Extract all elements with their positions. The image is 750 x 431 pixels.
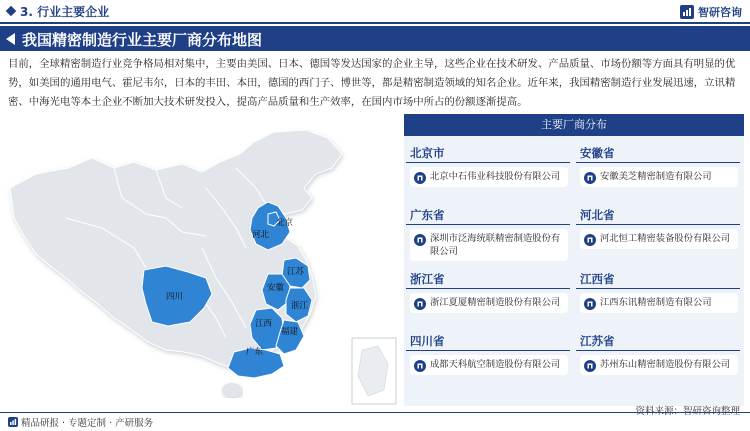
manufacturer-panel bbox=[404, 114, 744, 406]
label-jiangsu: 江苏 bbox=[287, 267, 305, 277]
intro-paragraph: 目前，全球精密制造行业竞争格局相对集中，主要由美国、日本、德国等发达国家的企业主导，这些企业在技术研发、产品质量、市场份额等方面具有明显的优势，如美国的通用电气、霍尼韦尔，日本的丰田、本田，德国的西门子、博世等，都是精密制造领域的知名企业。近年来，我国精密制造行业发展迅速，立讯精密、中海光电等本土企业不断加大技术研发投入，提高产品质量和生产效率，在国内市场中所占的份额逐渐提高。 bbox=[8, 58, 736, 108]
title-arrow-icon bbox=[6, 33, 15, 45]
region-name: 四川省 bbox=[410, 334, 445, 348]
region-card bbox=[576, 144, 740, 187]
tagline-text: 精品研报 · 专题定制 · 产研服务 bbox=[21, 418, 154, 429]
company-item[interactable] bbox=[580, 355, 738, 375]
company-icon bbox=[584, 172, 596, 184]
region-divider bbox=[576, 162, 740, 163]
company-item[interactable] bbox=[580, 293, 738, 313]
header-divider bbox=[0, 22, 750, 24]
company-icon bbox=[584, 298, 596, 310]
company-name: 深圳市泛海统联精密制造股份有限公司 bbox=[430, 233, 561, 257]
label-zhejiang: 浙江 bbox=[291, 301, 309, 311]
region-divider bbox=[576, 288, 740, 289]
label-anhui: 安徽 bbox=[267, 283, 285, 293]
region-divider bbox=[406, 162, 570, 163]
company-name: 苏州东山精密制造股份有限公司 bbox=[600, 359, 731, 370]
label-beijing: 北京 bbox=[276, 218, 294, 228]
label-guangdong: 广东 bbox=[246, 347, 264, 357]
region-card bbox=[576, 270, 740, 313]
company-icon bbox=[414, 234, 426, 246]
region-name: 浙江省 bbox=[410, 272, 445, 286]
company-icon bbox=[584, 234, 596, 246]
label-hebei: 河北 bbox=[252, 230, 270, 240]
tagline-icon bbox=[8, 417, 18, 427]
company-item[interactable] bbox=[410, 355, 568, 375]
label-sichuan: 四川 bbox=[166, 292, 184, 302]
china-map bbox=[6, 128, 400, 412]
panel-heading: 主要厂商分布 bbox=[404, 114, 744, 136]
footer-tagline bbox=[8, 415, 153, 429]
footer-divider bbox=[0, 412, 750, 413]
company-item[interactable] bbox=[580, 229, 738, 249]
region-divider bbox=[406, 288, 570, 289]
company-icon bbox=[584, 360, 596, 372]
company-name: 河北恒工精密装备股份有限公司 bbox=[600, 233, 731, 244]
region-divider bbox=[576, 224, 740, 225]
company-name: 江西东讯精密制造有限公司 bbox=[600, 297, 712, 308]
section-label: 3. 行业主要企业 bbox=[20, 5, 110, 19]
region-card bbox=[576, 206, 740, 249]
region-name: 广东省 bbox=[410, 208, 445, 222]
region-card bbox=[406, 206, 570, 261]
region-divider bbox=[406, 350, 570, 351]
company-name: 安徽美芝精密制造有限公司 bbox=[600, 171, 712, 182]
region-card bbox=[406, 144, 570, 187]
section-marker-icon bbox=[6, 6, 17, 17]
company-icon bbox=[414, 172, 426, 184]
company-item[interactable] bbox=[410, 229, 568, 261]
source-note bbox=[635, 403, 740, 417]
company-name: 成都天科航空制造股份有限公司 bbox=[430, 359, 561, 370]
region-card bbox=[576, 332, 740, 375]
company-item[interactable] bbox=[410, 167, 568, 187]
region-card bbox=[406, 270, 570, 313]
page-title: 我国精密制造行业主要厂商分布地图 bbox=[22, 31, 263, 49]
company-name: 北京中石伟业科技股份有限公司 bbox=[430, 171, 561, 182]
region-name: 江西省 bbox=[580, 272, 615, 286]
brand[interactable] bbox=[680, 4, 742, 20]
region-name: 江苏省 bbox=[580, 334, 615, 348]
company-icon bbox=[414, 298, 426, 310]
company-name: 浙江夏厦精密制造股份有限公司 bbox=[430, 297, 561, 308]
region-divider bbox=[576, 350, 740, 351]
brand-logo-icon bbox=[680, 5, 694, 19]
company-item[interactable] bbox=[410, 293, 568, 313]
label-jiangxi: 江西 bbox=[255, 319, 273, 329]
region-divider bbox=[406, 224, 570, 225]
company-icon bbox=[414, 360, 426, 372]
hainan-island bbox=[222, 383, 242, 397]
region-card bbox=[406, 332, 570, 375]
top-header bbox=[0, 0, 750, 24]
company-item[interactable] bbox=[580, 167, 738, 187]
label-fujian: 福建 bbox=[281, 327, 299, 337]
region-name: 河北省 bbox=[580, 208, 615, 222]
brand-name: 智研咨询 bbox=[698, 6, 742, 19]
region-name: 安徽省 bbox=[580, 146, 615, 160]
region-name: 北京市 bbox=[410, 146, 445, 160]
title-bar bbox=[0, 26, 750, 51]
